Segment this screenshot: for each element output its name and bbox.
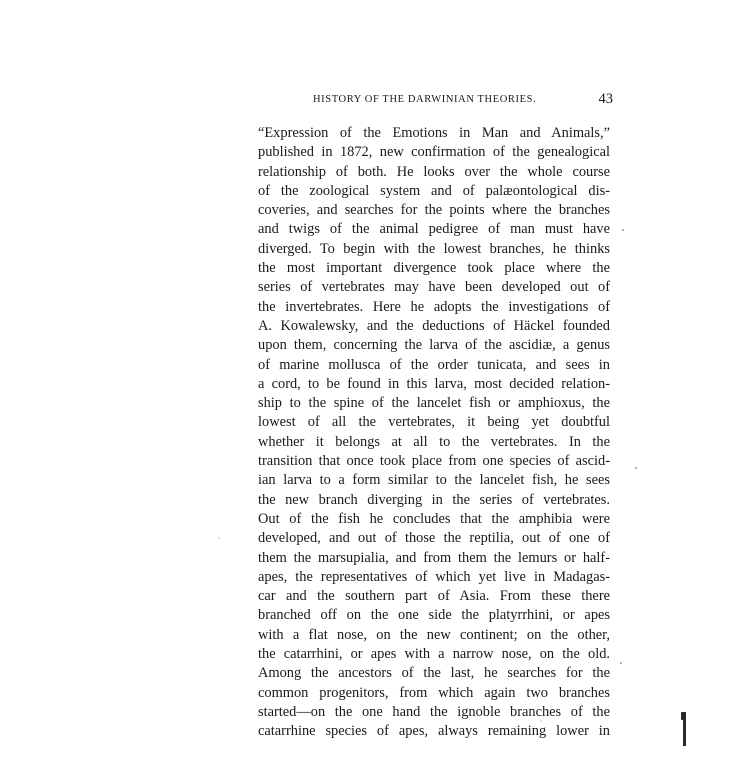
scan-artifact-mark	[681, 712, 686, 720]
text-line: apes, the representatives of which yet live in Madagas-	[258, 568, 610, 585]
scan-speck	[620, 662, 622, 664]
text-line: transition that once took place from one species of ascid-	[258, 453, 610, 470]
text-line: of the zoological system and of palæontological dis-	[258, 182, 610, 199]
scan-speck	[622, 229, 624, 231]
text-line: published in 1872, new confirmation of the genealogical	[258, 144, 610, 161]
text-line: the most important divergence took place where the	[258, 260, 610, 277]
text-line: the new branch diverging in the series of vertebrates.	[258, 491, 610, 508]
running-title: HISTORY OF THE DARWINIAN THEORIES.	[313, 94, 537, 105]
page-number: 43	[598, 91, 613, 107]
text-line: of marine mollusca of the order tunicata, and sees in	[258, 356, 610, 373]
text-line: relationship of both. He looks over the whole course	[258, 163, 610, 180]
text-line: ship to the spine of the lancelet fish or amphioxus, the	[258, 395, 610, 412]
text-line: diverged. To begin with the lowest branches, he thinks	[258, 240, 610, 257]
scan-speck	[218, 537, 220, 539]
text-line: the invertebrates. Here he adopts the investigations of	[258, 298, 610, 315]
text-line: upon them, concerning the larva of the ascidiæ, a genus	[258, 337, 610, 354]
text-line: coveries, and searches for the points where the branches	[258, 202, 610, 219]
text-line: the catarrhini, or apes with a narrow nose, on the old.	[258, 646, 610, 663]
text-line: developed, and out of those the reptilia, out of one of	[258, 530, 610, 547]
text-line: a cord, to be found in this larva, most decided relation-	[258, 375, 610, 392]
body-text	[258, 124, 610, 742]
text-line: started—on the one hand the ignoble branches of the	[258, 703, 610, 720]
text-line: A. Kowalewsky, and the deductions of Häckel founded	[258, 317, 610, 334]
text-line: branched off on the one side the platyrrhini, or apes	[258, 607, 610, 624]
text-line: common progenitors, from which again two branches	[258, 684, 610, 701]
running-head	[258, 91, 613, 110]
text-line: series of vertebrates may have been developed out of	[258, 279, 610, 296]
text-line: and twigs of the animal pedigree of man must have	[258, 221, 610, 238]
text-line: lowest of all the vertebrates, it being yet doubtful	[258, 414, 610, 431]
text-line: Out of the fish he concludes that the amphibia were	[258, 510, 610, 527]
text-line: car and the southern part of Asia. From these there	[258, 588, 610, 605]
scan-speck	[635, 467, 637, 469]
text-line: with a flat nose, on the new continent; on the other,	[258, 626, 610, 643]
scan-speck	[540, 720, 542, 722]
text-line: them the marsupialia, and from them the lemurs or half-	[258, 549, 610, 566]
text-line: ian larva to a form similar to the lancelet fish, he sees	[258, 472, 610, 489]
text-line: catarrhine species of apes, always remaining lower in	[258, 723, 610, 740]
text-line: whether it belongs at all to the vertebrates. In the	[258, 433, 610, 450]
text-line: Among the ancestors of the last, he searches for the	[258, 665, 610, 682]
text-line: “Expression of the Emotions in Man and Animals,”	[258, 125, 610, 141]
